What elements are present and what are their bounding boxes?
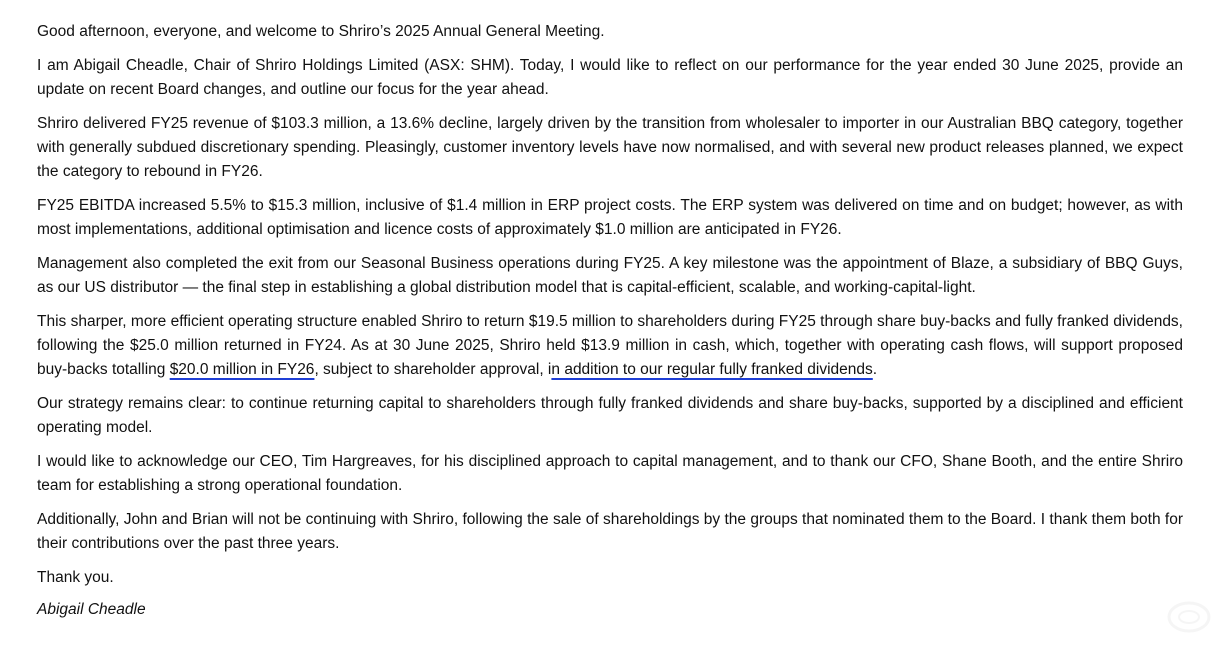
signature: Abigail Cheadle bbox=[37, 601, 146, 618]
ebitda-paragraph: FY25 EBITDA increased 5.5% to $15.3 million, inclusive of $1.4 million in ERP project costs. The ERP system was delivered on time and on budget; however, as with most implementations, additional optimisation and licence costs of approximately $1.0 million are anticipated in FY26. bbox=[37, 197, 1183, 238]
strategy-paragraph: Our strategy remains clear: to continue returning capital to shareholders through fully franked dividends and share buy-backs, supported by a disciplined and efficient operating model. bbox=[37, 395, 1183, 436]
board-paragraph: Additionally, John and Brian will not be continuing with Shriro, following the sale of shareholdings by the groups that nominated them to the Board. I thank them both for their contributions over the past three years. bbox=[37, 511, 1183, 552]
capital-return-paragraph bbox=[37, 310, 1183, 382]
buyback-amount-highlight: $20.0 million in FY26 bbox=[169, 361, 315, 378]
intro-paragraph: I am Abigail Cheadle, Chair of Shriro Holdings Limited (ASX: SHM). Today, I would like to reflect on our performance for the year ended 30 June 2025, provide an update on recent Board changes, and outline our focus for the year ahead. bbox=[37, 57, 1183, 98]
seasonal-paragraph: Management also completed the exit from our Seasonal Business operations during FY25. A key milestone was the appointment of Blaze, a subsidiary of BBQ Guys, as our US distributor — the final step in establishing a global distribution model that is capital-efficient, scalable, and working-capital-light. bbox=[37, 255, 1183, 296]
capital-text-part3: . bbox=[872, 361, 878, 378]
speech-document bbox=[37, 20, 1183, 632]
capital-text-part2: , subject to shareholder approval, i bbox=[314, 361, 552, 378]
thanks-line: Thank you. bbox=[37, 569, 114, 586]
revenue-paragraph: Shriro delivered FY25 revenue of $103.3 million, a 13.6% decline, largely driven by the transition from wholesaler to importer in our Australian BBQ category, together with generally subdued discretionary spending. Pleasingly, customer inventory levels have now normalised, and with several new product releases planned, we expect the category to rebound in FY26. bbox=[37, 115, 1183, 180]
capital-text-part1: This sharper, more efficient operating structure enabled Shriro to return $19.5 million to shareholders during FY25 through share buy-backs and fully franked dividends, following the $25.0 million returned in FY24. As at 30 June 2025, Shriro held $13.9 million in cash, which, together with operating cash flows, will support proposed buy-backs totalling bbox=[37, 313, 1183, 378]
acknowledgement-paragraph: I would like to acknowledge our CEO, Tim Hargreaves, for his disciplined approach to capital management, and to thank our CFO, Shane Booth, and the entire Shriro team for establishing a strong operational foundation. bbox=[37, 453, 1183, 494]
dividends-highlight: n addition to our regular fully franked dividends bbox=[551, 361, 873, 378]
greeting-paragraph: Good afternoon, everyone, and welcome to Shriro’s 2025 Annual General Meeting. bbox=[37, 23, 605, 40]
watermark-icon bbox=[1166, 597, 1212, 637]
